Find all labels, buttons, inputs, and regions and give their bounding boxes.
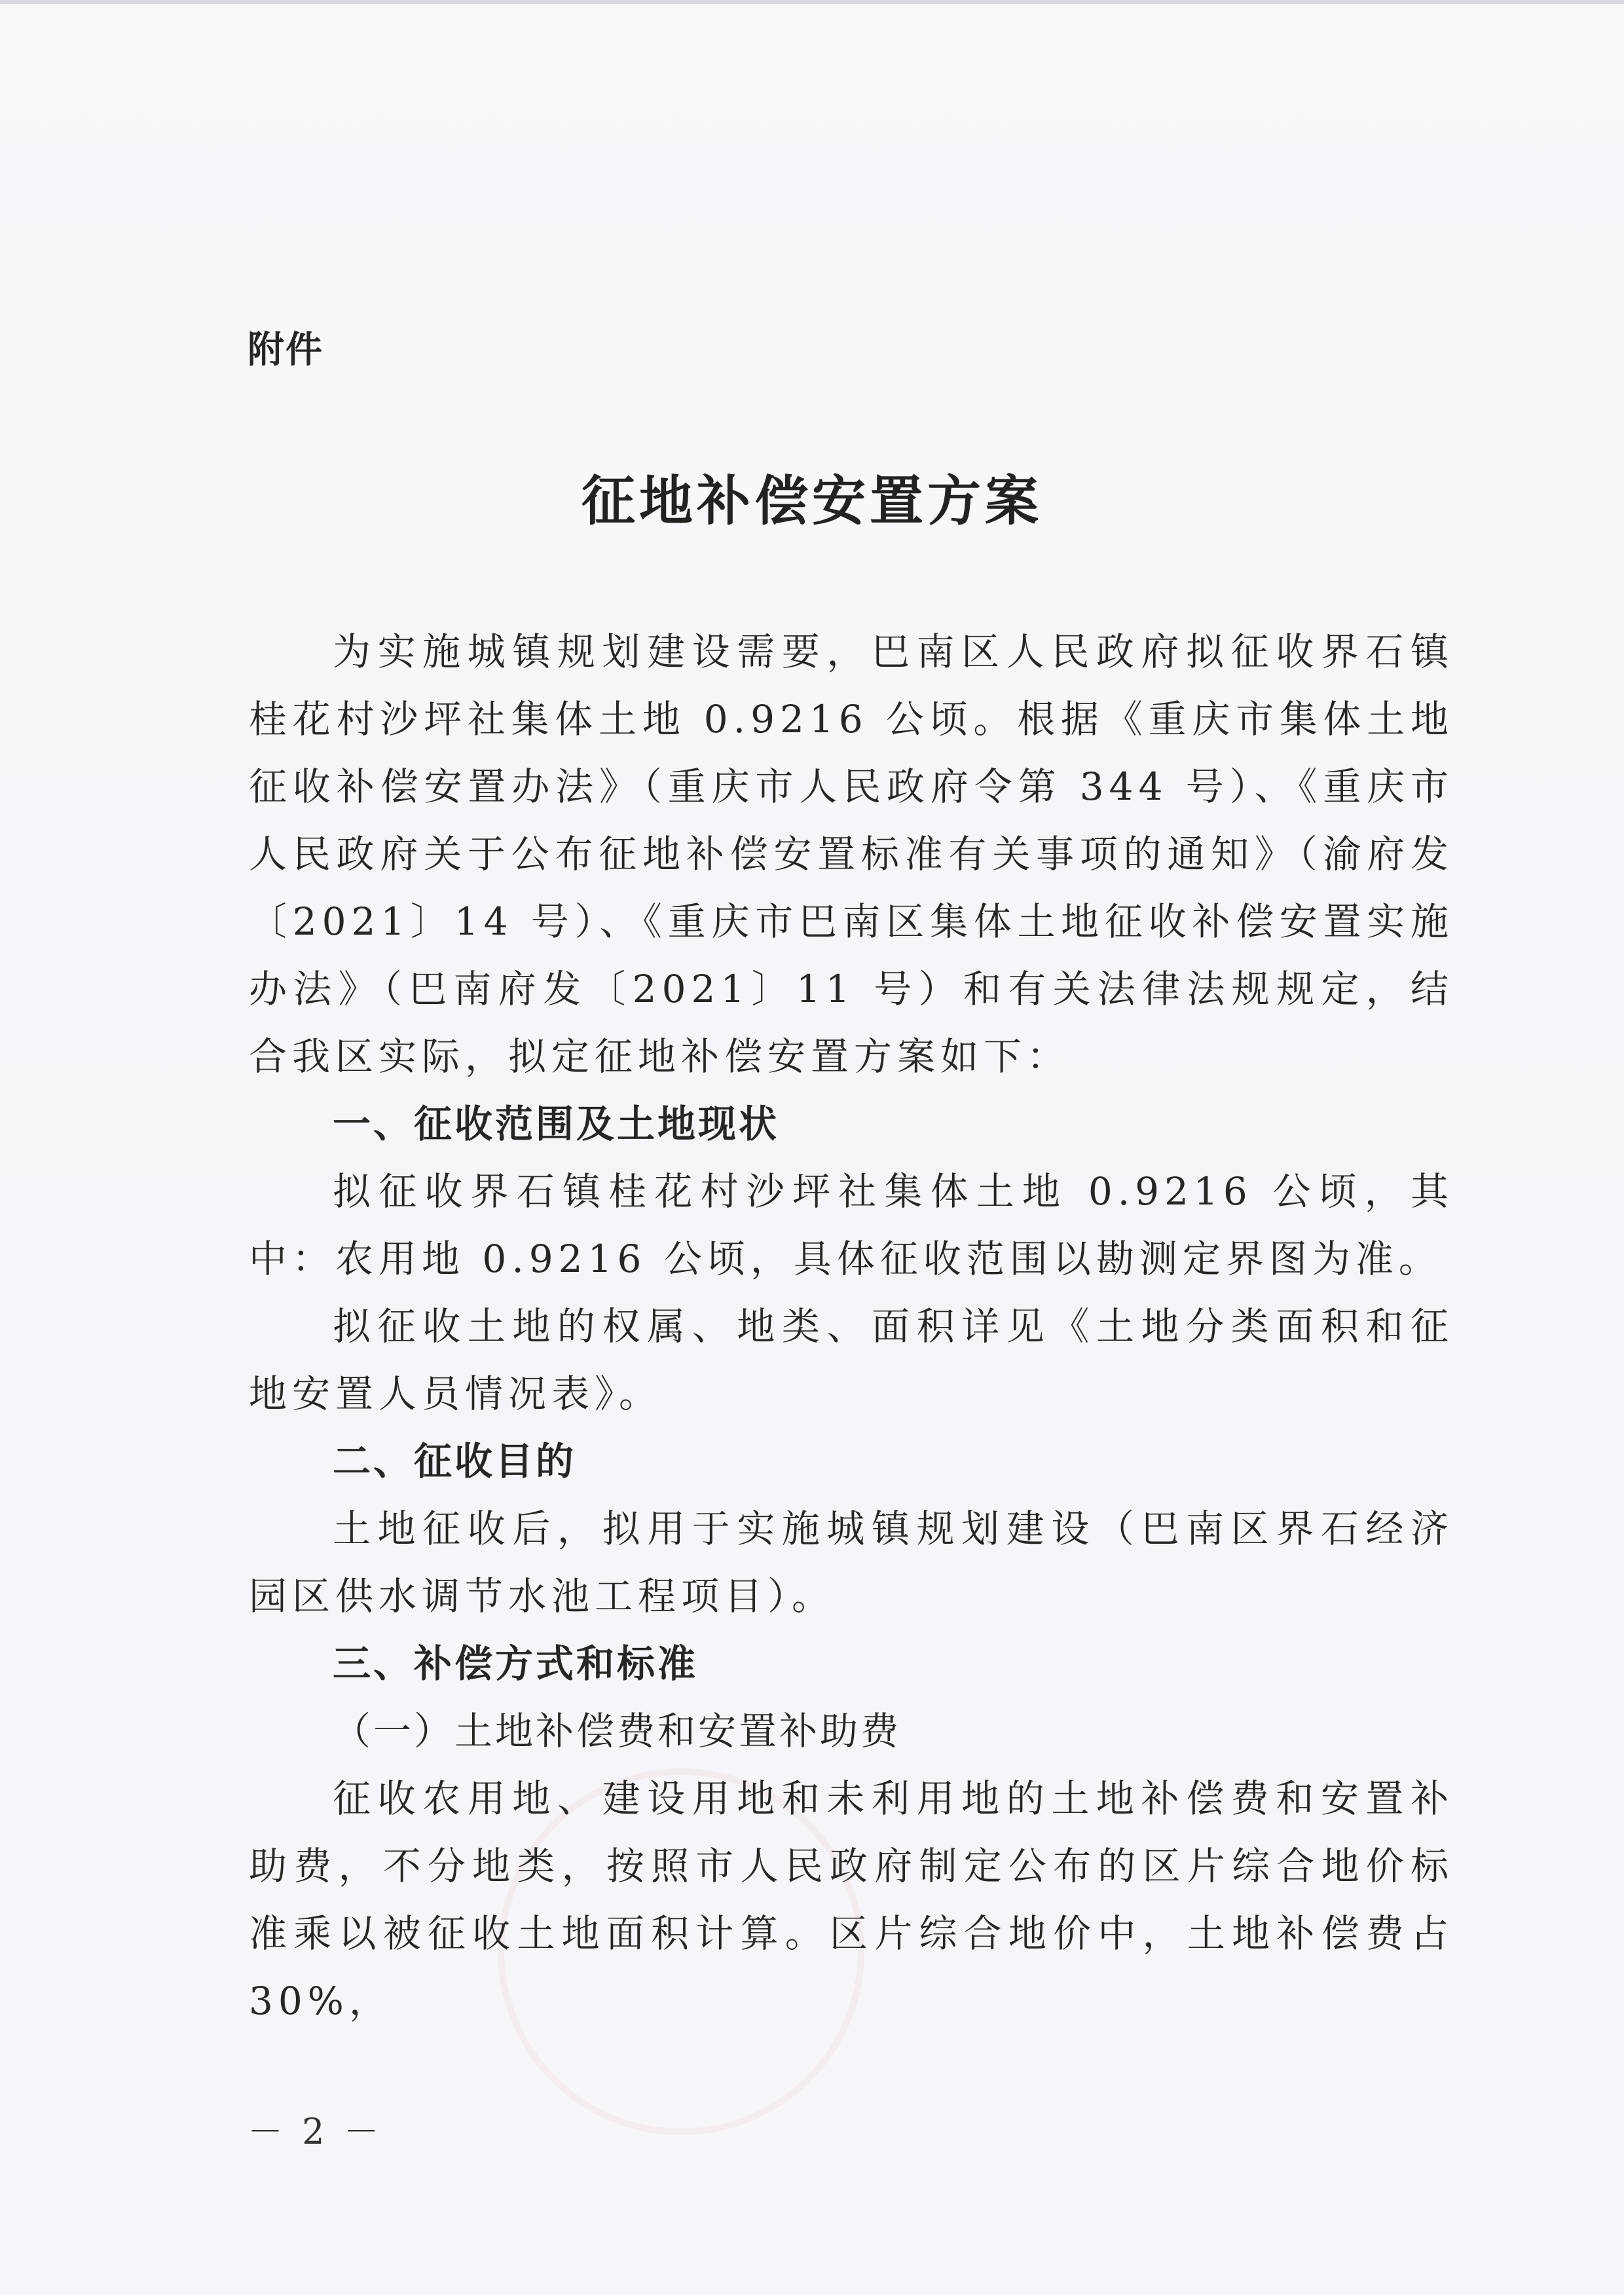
attachment-label: 附件 — [248, 329, 323, 371]
compensation-paragraph: 征收农用地、建设用地和未利用地的土地补偿费和安置补助费，不分地类，按照市人民政府制定公布的区片综合地价标准乘以被征收土地面积计算。区片综合地价中，土地补偿费占 30%， — [249, 1776, 1454, 2023]
subsection-heading-land-compensation: （一）土地补偿费和安置补助费 — [333, 1709, 902, 1753]
intro-paragraph: 为实施城镇规划建设需要，巴南区人民政府拟征收界石镇桂花村沙坪社集体土地 0.9216 公顷。根据《重庆市集体土地征收补偿安置办法》（重庆市人民政府令第 344 号）、《重庆市人民政府关于公布征地补偿安置标准有关事项的通知》（渝府发〔2021〕14 号）、《重庆市巴南区集体土地征收补偿安置实施办法》（巴南府发〔2021〕11 号）和有关法律法规规定，结合我区实际，拟定征地补偿安置方案如下： — [249, 629, 1454, 1079]
document-body — [249, 618, 1454, 2035]
purpose-paragraph: 土地征收后，拟用于实施城镇规划建设（巴南区界石经济园区供水调节水池工程项目）。 — [249, 1506, 1454, 1618]
ownership-paragraph: 拟征收土地的权属、地类、面积详见《土地分类面积和征地安置人员情况表》。 — [249, 1304, 1454, 1416]
section-heading-compensation: 三、补偿方式和标准 — [333, 1641, 699, 1686]
section-heading-purpose: 二、征收目的 — [333, 1439, 577, 1483]
scope-paragraph: 拟征收界石镇桂花村沙坪社集体土地 0.9216 公顷，其中：农用地 0.9216 公顷，具体征收范围以勘测定界图为准。 — [249, 1169, 1454, 1281]
page-number: － 2 － — [248, 2111, 383, 2152]
section-heading-scope: 一、征收范围及土地现状 — [333, 1102, 780, 1146]
document-title: 征地补偿安置方案 — [581, 470, 1043, 532]
scan-edge — [0, 0, 1624, 4]
